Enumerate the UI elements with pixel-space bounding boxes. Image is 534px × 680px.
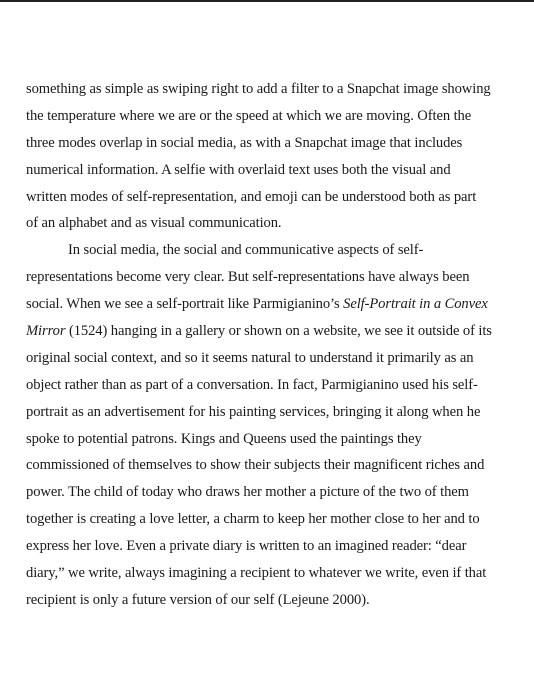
text-line: representations become very clear. But self-representations have always been (26, 269, 470, 286)
text-line: something as simple as swiping right to add a filter to a Snapchat image showing (26, 81, 491, 97)
text-line: numerical information. A selfie with overlaid text uses both the visual and (26, 161, 451, 178)
text-line: express her love. Even a private diary is written to an imagined reader: “dear (26, 538, 467, 555)
text-line: of an alphabet and as visual communication. (26, 215, 282, 232)
text-line: three modes overlap in social media, as with a Snapchat image that includes (26, 134, 463, 151)
artwork-title-italic: Mirror (26, 323, 66, 340)
text-run: social. When we see a self-portrait like Parmigianino’s (26, 296, 344, 313)
text-line: written modes of self-representation, and emoji can be understood both as part (26, 188, 477, 205)
artwork-title-italic: Self-Portrait in a Convex (343, 296, 488, 313)
text-line: diary,” we write, always imagining a recipient to whatever we write, even if that (26, 565, 487, 582)
text-line: recipient is only a future version of our self (Lejeune 2000). (26, 591, 370, 608)
document-page (26, 76, 516, 614)
text-line: portrait as an advertisement for his painting services, bringing it along when he (26, 403, 481, 420)
text-line: the temperature where we are or the speed at which we are moving. Often the (26, 107, 472, 124)
text-line-indented: In social media, the social and communicative aspects of self- (68, 242, 424, 259)
text-line (26, 318, 516, 345)
text-line: object rather than as part of a conversation. In fact, Parmigianino used his self- (26, 376, 478, 393)
text-line (26, 291, 516, 318)
paragraph-2 (26, 237, 516, 613)
text-line: commissioned of themselves to show their subjects their magnificent riches and (26, 457, 485, 474)
text-line: original social context, and so it seems natural to understand it primarily as an (26, 349, 474, 366)
text-line: power. The child of today who draws her mother a picture of the two of them (26, 484, 469, 501)
paragraph-1 (26, 76, 516, 237)
top-border-line (0, 0, 534, 2)
text-line: together is creating a love letter, a charm to keep her mother close to her and to (26, 511, 480, 528)
text-line: spoke to potential patrons. Kings and Queens used the paintings they (26, 430, 422, 447)
text-run: (1524) hanging in a gallery or shown on a website, we see it outside of its (65, 323, 492, 340)
